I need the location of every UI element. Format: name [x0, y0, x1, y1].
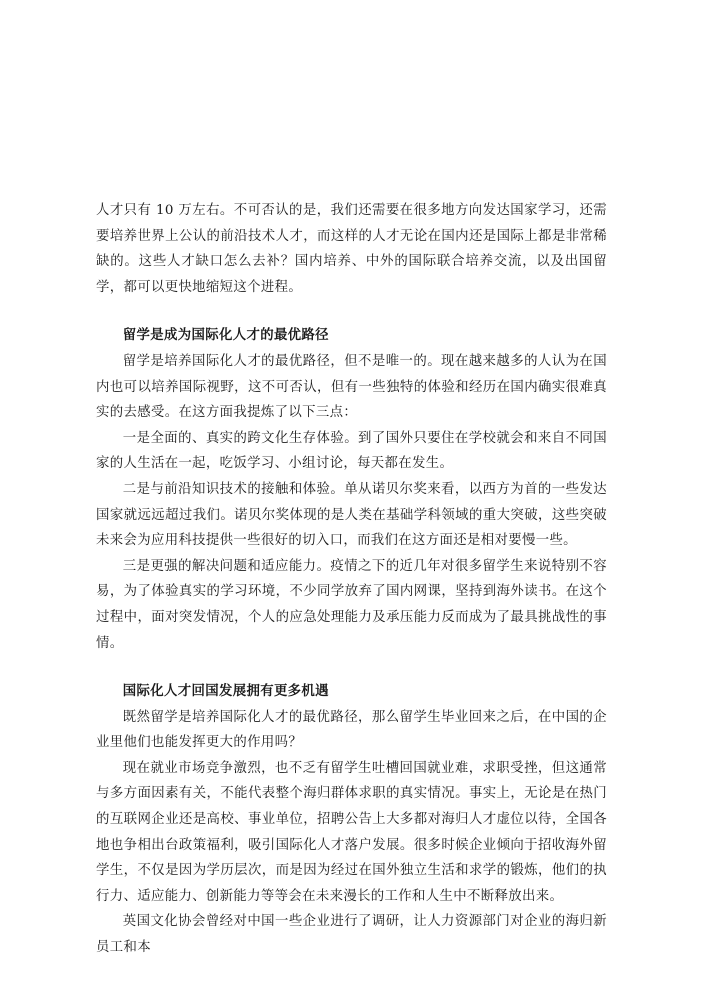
section2-paragraph: 英国文化协会曾经对中国一些企业进行了调研，让人力资源部门对企业的海归新员工和本	[96, 914, 607, 956]
section1-paragraph: 留学是培养国际化人才的最优路径，但不是唯一的。现在越来越多的人认为在国内也可以培养国际视野，这不可否认，但有一些独特的体验和经历在国内确实很难真实的去感受。在这方面我提炼了以下三点：	[96, 353, 607, 421]
section2-paragraph: 现在就业市场竞争激烈，也不乏有留学生吐槽回国就业难，求职受挫，但这通常与多方面因素有关，不能代表整个海归群体求职的真实情况。事实上，无论是在热门的互联网企业还是高校、事业单位，招聘公告上大多都对海归人才虚位以待，全国各地也争相出台政策福利，吸引国际化人才落户发展。很多时候企业倾向于招收海外留学生，不仅是因为学历层次，而是因为经过在国外独立生活和求学的锻炼，他们的执行力、适应能力、创新能力等等会在未来漫长的工作和人生中不断释放出来。	[96, 760, 607, 904]
section-heading-study-abroad-path: 留学是成为国际化人才的最优路径	[122, 327, 329, 344]
section2-paragraph: 既然留学是培养国际化人才的最优路径，那么留学生毕业回来之后，在中国的企业里他们也能发挥更大的作用吗？	[96, 709, 607, 751]
opening-paragraph: 人才只有 10 万左右。不可否认的是，我们还需要在很多地方向发达国家学习，还需要培养世界上公认的前沿技术人才，而这样的人才无论在国内还是国际上都是非常稀缺的。这些人才缺口怎么去补？国内培养、中外的国际联合培养交流，以及出国留学，都可以更快地缩短这个进程。	[96, 203, 607, 295]
section1-paragraph: 三是更强的解决问题和适应能力。疫情之下的近几年对很多留学生来说特别不容易，为了体验真实的学习环境，不少同学放弃了国内网课，坚持到海外读书。在这个过程中，面对突发情况，个人的应急处理能力及承压能力反而成为了最具挑战性的事情。	[96, 558, 607, 651]
document-body	[96, 198, 607, 961]
section1-paragraph: 一是全面的、真实的跨文化生存体验。到了国外只要住在学校就会和来自不同国家的人生活在一起，吃饭学习、小组讨论，每天都在发生。	[96, 430, 607, 472]
section-heading-return-opportunities: 国际化人才回国发展拥有更多机遇	[122, 683, 329, 700]
section-spacer	[96, 656, 607, 679]
section1-paragraph: 二是与前沿知识技术的接触和体验。单从诺贝尔奖来看，以西方为首的一些发达国家就远远超过我们。诺贝尔奖体现的是人类在基础学科领域的重大突破，这些突破未来会为应用科技提供一些很好的切入口，而我们在这方面还是相对要慢一些。	[96, 481, 607, 549]
section-spacer	[96, 300, 607, 323]
